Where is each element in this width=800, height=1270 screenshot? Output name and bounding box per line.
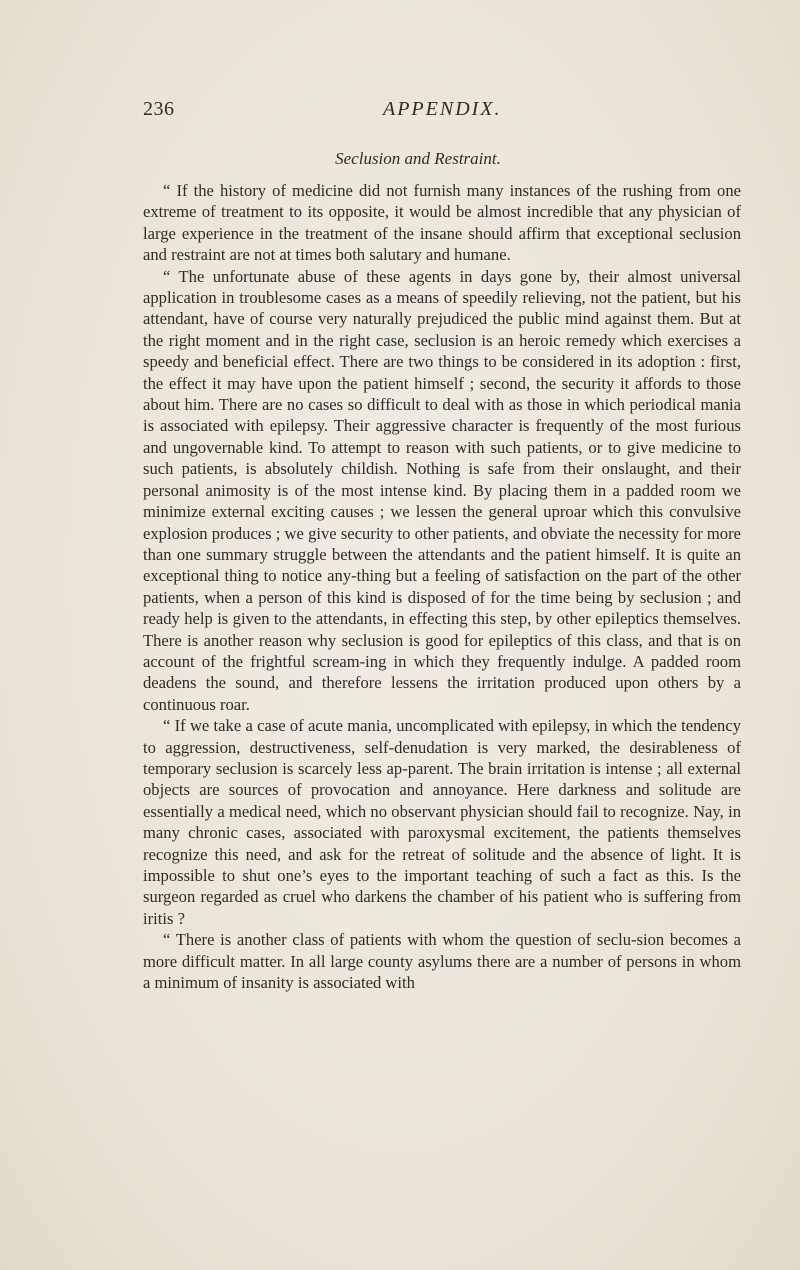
page-number: 236 bbox=[143, 98, 175, 120]
paragraph: “ If we take a case of acute mania, uncomplicated with epilepsy, in which the tendency to aggression, destructiveness, self-denudation is very marked, the desirableness of temporary seclusion is scarcely less ap-parent. The brain irritation is intense ; all external objects are sources of provocation and annoyance. Here darkness and solitude are essentially a medical need, which no observant physician should fail to recognize. Nay, in many chronic cases, associated with paroxysmal excitement, the patients themselves recognize this need, and ask for the retreat of solitude and the absence of light. It is impossible to shut one’s eyes to the important teaching of such a fact as this. Is the surgeon regarded as cruel who darkens the chamber of his patient who is suffering from iritis ? bbox=[143, 716, 741, 928]
body-text bbox=[143, 180, 741, 993]
paragraph: “ There is another class of patients with whom the question of seclu-sion becomes a more difficult matter. In all large county asylums there are a number of persons in whom a minimum of insanity is associated with bbox=[143, 930, 741, 993]
running-title: APPENDIX. bbox=[383, 98, 502, 120]
paragraph: “ The unfortunate abuse of these agents in days gone by, their almost universal application in troublesome cases as a means of speedily relieving, not the patient, but his attendant, have of course very naturally prejudiced the public mind against them. But at the right moment and in the right case, seclusion is an heroic remedy which exercises a speedy and beneficial effect. There are two things to be considered in its adoption : first, the effect it may have upon the patient himself ; second, the security it affords to those about him. There are no cases so difficult to deal with as those in which periodical mania is associated with epilepsy. Their aggressive character is frequently of the most furious and ungovernable kind. To attempt to reason with such patients, or to give medicine to such patients, is absolutely childish. Nothing is safe from their onslaught, and their personal animosity is of the most intense kind. By placing them in a padded room we minimize external exciting causes ; we lessen the general uproar which this convulsive explosion produces ; we give security to other patients, and obviate the necessity for more than one summary struggle between the attendants and the patient himself. It is quite an exceptional thing to notice any-thing but a feeling of satisfaction on the part of the other patients, when a person of this kind is disposed of for the time being by seclusion ; and ready help is given to the attendants, in effecting this step, by other epileptics themselves. There is another reason why seclusion is good for epileptics of this class, and that is on account of the frightful scream-ing in which they frequently indulge. A padded room deadens the sound, and therefore lessens the irritation produced upon others by a continuous roar. bbox=[143, 266, 741, 714]
paragraph: “ If the history of medicine did not furnish many instances of the rushing from one extreme of treatment to its opposite, it would be almost incredible that any physician of large experience in the treatment of the insane should affirm that exceptional seclusion and restraint are not at times both salutary and humane. bbox=[143, 181, 741, 265]
section-title: Seclusion and Restraint. bbox=[335, 149, 501, 168]
running-head bbox=[143, 96, 741, 126]
